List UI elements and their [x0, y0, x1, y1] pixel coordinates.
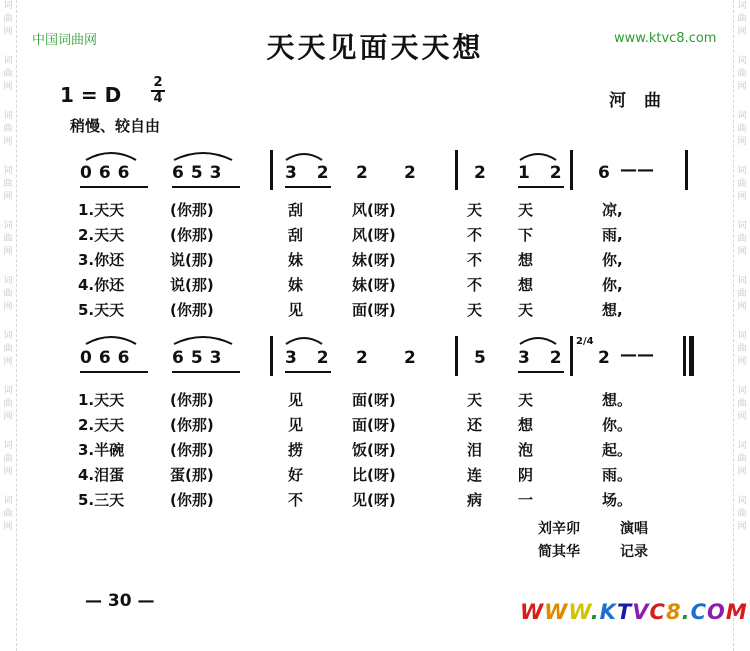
- lyric-verse-start: 3.半碗: [78, 441, 125, 459]
- beam-line: [80, 371, 148, 373]
- side-watermark-char: 网: [737, 522, 747, 532]
- note-group: 066: [80, 163, 137, 183]
- lyric-cell: 天: [518, 391, 534, 409]
- side-watermark-char: 网: [3, 82, 13, 92]
- bar-line: [455, 336, 458, 376]
- watermark-letter: K: [599, 600, 617, 624]
- side-watermark-char: 曲: [737, 399, 747, 409]
- note-group: 1 2: [518, 163, 569, 183]
- lyric-cell: 天: [467, 391, 483, 409]
- slur-marks-1: [78, 144, 688, 164]
- tempo-marking: 稍慢、较自由: [70, 117, 161, 135]
- side-watermark-char: 词: [737, 276, 747, 286]
- side-watermark-char: 曲: [3, 509, 13, 519]
- sustain-dash: ——: [620, 345, 654, 365]
- lyric-cell: 刮: [288, 226, 304, 244]
- lyric-cell: 天: [518, 301, 534, 319]
- site-url-right[interactable]: www.ktvc8.com: [614, 31, 717, 46]
- beam-line: [172, 186, 240, 188]
- note-group: 5: [474, 348, 493, 368]
- bar-line: [270, 150, 273, 190]
- lyric-cell: 面(呀): [352, 301, 396, 319]
- page-number: — 30 —: [85, 591, 155, 611]
- lyric-cell: 连: [467, 466, 483, 484]
- lyric-cell: (你那): [170, 416, 214, 434]
- watermark-letter: C: [649, 600, 666, 624]
- lyric-cell: 天: [467, 201, 483, 219]
- lyric-cell: 好: [288, 466, 304, 484]
- side-watermark-group: [734, 330, 750, 369]
- lyric-cell: 捞: [288, 441, 304, 459]
- side-watermark-char: 曲: [737, 69, 747, 79]
- side-watermark-group: [734, 385, 750, 424]
- side-watermark-char: 曲: [737, 509, 747, 519]
- side-watermark-char: 词: [3, 1, 13, 11]
- lyric-cell: 泡: [518, 441, 534, 459]
- bar-line: [685, 150, 688, 190]
- lyric-cell: 不: [288, 491, 304, 509]
- side-watermark-group: [0, 385, 16, 424]
- note-group: 2: [356, 348, 375, 368]
- time-signature-bottom: 4: [153, 91, 163, 106]
- watermark-letter: O: [707, 600, 726, 624]
- time-signature: [151, 76, 165, 106]
- lyric-cell: 病: [467, 491, 483, 509]
- lyric-cell: 见: [288, 301, 304, 319]
- lyric-verse-start: 2.天天: [78, 226, 125, 244]
- lyric-verse-start: 4.泪蛋: [78, 466, 125, 484]
- side-watermark-char: 曲: [737, 454, 747, 464]
- lyric-cell: 一: [518, 491, 534, 509]
- lyric-verse-start: 4.你还: [78, 276, 125, 294]
- note-group: 2: [598, 348, 617, 368]
- lyric-cell: 妹: [288, 276, 304, 294]
- lyric-cell: 你,: [602, 251, 623, 269]
- side-watermark-group: [0, 165, 16, 204]
- side-watermark-char: 词: [3, 166, 13, 176]
- recorder-role: 记录: [620, 544, 648, 560]
- watermark-letter: C: [690, 600, 707, 624]
- lyric-verse-start: 1.天天: [78, 391, 125, 409]
- side-watermark-group: [734, 275, 750, 314]
- beam-line: [518, 186, 564, 188]
- beam-line: [80, 186, 148, 188]
- lyric-cell: 阴: [518, 466, 534, 484]
- side-watermark-group: [0, 440, 16, 479]
- lyric-cell: 想: [518, 276, 534, 294]
- lyric-cell: 不: [467, 251, 483, 269]
- note-group: 2: [474, 163, 493, 183]
- side-watermark-char: 曲: [3, 69, 13, 79]
- side-watermark-char: 词: [737, 386, 747, 396]
- lyric-cell: 刮: [288, 201, 304, 219]
- side-watermark-char: 曲: [3, 344, 13, 354]
- recorder-name: 简其华: [538, 544, 580, 560]
- bar-line: [570, 150, 573, 190]
- lyric-cell: 妹: [288, 251, 304, 269]
- beam-line: [518, 371, 564, 373]
- side-watermark-char: 网: [3, 357, 13, 367]
- lyric-cell: (你那): [170, 201, 214, 219]
- bar-line: [270, 336, 273, 376]
- lyric-cell: 雨。: [602, 466, 633, 484]
- lyric-cell: (你那): [170, 391, 214, 409]
- side-watermark-char: 曲: [3, 234, 13, 244]
- side-watermark-char: 网: [737, 247, 747, 257]
- lyric-cell: 说(那): [170, 276, 214, 294]
- lyric-cell: (你那): [170, 491, 214, 509]
- bar-line: [683, 336, 686, 376]
- note-group: 653: [172, 348, 229, 368]
- watermark-letter: W: [520, 600, 545, 624]
- slur-marks-2: [78, 328, 688, 348]
- watermark-letter: W: [568, 600, 591, 624]
- lyric-cell: 妹(呀): [352, 251, 396, 269]
- side-watermark-char: 网: [737, 302, 747, 312]
- lyric-cell: 天: [467, 301, 483, 319]
- side-watermark-char: 网: [737, 82, 747, 92]
- side-watermark-char: 网: [3, 192, 13, 202]
- site-watermark-logo: [520, 600, 748, 624]
- side-watermark-right: [733, 0, 750, 651]
- lyric-cell: 面(呀): [352, 391, 396, 409]
- side-watermark-char: 曲: [737, 179, 747, 189]
- lyric-cell: 饭(呀): [352, 441, 396, 459]
- lyric-cell: 凉,: [602, 201, 623, 219]
- note-group: 3 2: [285, 163, 336, 183]
- lyric-cell: 天: [518, 201, 534, 219]
- side-watermark-char: 网: [3, 467, 13, 477]
- side-watermark-char: 词: [737, 331, 747, 341]
- note-group: 2: [404, 163, 423, 183]
- side-watermark-group: [0, 275, 16, 314]
- side-watermark-char: 曲: [3, 399, 13, 409]
- side-watermark-char: 网: [737, 357, 747, 367]
- composer-origin: 河曲: [609, 91, 679, 111]
- lyric-cell: 见: [288, 391, 304, 409]
- singer-role: 演唱: [620, 521, 648, 537]
- side-watermark-char: 曲: [737, 124, 747, 134]
- side-watermark-char: 曲: [737, 344, 747, 354]
- lyric-cell: (你那): [170, 226, 214, 244]
- side-watermark-char: 网: [3, 247, 13, 257]
- lyric-cell: 不: [467, 226, 483, 244]
- side-watermark-group: [734, 495, 750, 534]
- lyric-cell: 面(呀): [352, 416, 396, 434]
- lyric-cell: 场。: [602, 491, 633, 509]
- side-watermark-char: 词: [737, 56, 747, 66]
- lyric-cell: 想。: [602, 391, 633, 409]
- note-group: 3 2: [285, 348, 336, 368]
- side-watermark-char: 网: [3, 412, 13, 422]
- lyric-cell: 风(呀): [352, 226, 396, 244]
- bar-line: [455, 150, 458, 190]
- lyric-cell: 想,: [602, 301, 623, 319]
- side-watermark-char: 网: [3, 302, 13, 312]
- time-signature-top: 2: [151, 76, 165, 92]
- side-watermark-char: 词: [3, 386, 13, 396]
- lyric-cell: 泪: [467, 441, 483, 459]
- site-name-left[interactable]: 中国词曲网: [32, 33, 98, 48]
- side-watermark-char: 曲: [737, 14, 747, 24]
- side-watermark-char: 曲: [3, 14, 13, 24]
- key-signature: 1 = D: [60, 83, 122, 107]
- side-watermark-char: 网: [3, 522, 13, 532]
- lyric-cell: 说(那): [170, 251, 214, 269]
- side-watermark-char: 网: [3, 27, 13, 37]
- lyric-cell: 见: [288, 416, 304, 434]
- watermark-letter: .: [681, 600, 691, 624]
- side-watermark-group: [734, 165, 750, 204]
- side-watermark-char: 曲: [3, 454, 13, 464]
- side-watermark-left: [0, 0, 17, 651]
- watermark-letter: V: [632, 600, 650, 624]
- side-watermark-group: [0, 220, 16, 259]
- watermark-letter: .: [590, 600, 600, 624]
- side-watermark-group: [0, 330, 16, 369]
- side-watermark-group: [0, 110, 16, 149]
- lyric-verse-start: 3.你还: [78, 251, 125, 269]
- lyric-cell: 想: [518, 416, 534, 434]
- lyric-cell: 见(呀): [352, 491, 396, 509]
- lyric-cell: 风(呀): [352, 201, 396, 219]
- lyric-cell: 蛋(那): [170, 466, 214, 484]
- side-watermark-char: 词: [737, 111, 747, 121]
- lyric-cell: 比(呀): [352, 466, 396, 484]
- lyric-cell: 你。: [602, 416, 633, 434]
- side-watermark-char: 词: [3, 221, 13, 231]
- side-watermark-char: 曲: [3, 124, 13, 134]
- side-watermark-char: 词: [3, 276, 13, 286]
- bar-line: [570, 336, 573, 376]
- side-watermark-char: 词: [737, 1, 747, 11]
- watermark-letter: T: [616, 600, 633, 624]
- side-watermark-group: [734, 110, 750, 149]
- beam-line: [172, 371, 240, 373]
- side-watermark-char: 词: [3, 56, 13, 66]
- note-group: 6: [598, 163, 617, 183]
- lyric-verse-start: 5.三天: [78, 491, 125, 509]
- side-watermark-char: 词: [3, 111, 13, 121]
- watermark-letter: W: [544, 600, 569, 624]
- side-watermark-char: 词: [737, 496, 747, 506]
- side-watermark-char: 网: [3, 137, 13, 147]
- side-watermark-char: 网: [737, 137, 747, 147]
- singer-name: 刘辛卯: [538, 521, 580, 537]
- lyric-cell: (你那): [170, 441, 214, 459]
- lyric-verse-start: 5.天天: [78, 301, 125, 319]
- side-watermark-char: 曲: [3, 289, 13, 299]
- note-group: 653: [172, 163, 229, 183]
- lyric-cell: 下: [518, 226, 534, 244]
- side-watermark-char: 词: [737, 221, 747, 231]
- side-watermark-char: 网: [737, 27, 747, 37]
- side-watermark-char: 网: [737, 467, 747, 477]
- side-watermark-group: [734, 220, 750, 259]
- side-watermark-char: 网: [737, 192, 747, 202]
- side-watermark-char: 曲: [3, 179, 13, 189]
- side-watermark-char: 曲: [737, 234, 747, 244]
- beam-line: [285, 371, 331, 373]
- side-watermark-char: 词: [737, 441, 747, 451]
- song-title: 天天见面天天想: [266, 31, 484, 64]
- side-watermark-char: 词: [3, 496, 13, 506]
- lyric-verse-start: 1.天天: [78, 201, 125, 219]
- lyric-cell: 起。: [602, 441, 633, 459]
- watermark-letter: M: [725, 600, 748, 624]
- lyric-cell: 你,: [602, 276, 623, 294]
- meter-change: 2/4: [576, 336, 594, 347]
- lyric-cell: 妹(呀): [352, 276, 396, 294]
- side-watermark-char: 词: [3, 441, 13, 451]
- lyric-cell: 雨,: [602, 226, 623, 244]
- side-watermark-char: 曲: [737, 289, 747, 299]
- lyric-cell: 还: [467, 416, 483, 434]
- watermark-letter: 8: [665, 600, 682, 624]
- final-bar-line: [689, 336, 694, 376]
- side-watermark-char: 词: [737, 166, 747, 176]
- lyric-cell: 想: [518, 251, 534, 269]
- side-watermark-char: 网: [737, 412, 747, 422]
- note-group: 066: [80, 348, 137, 368]
- lyric-cell: (你那): [170, 301, 214, 319]
- side-watermark-group: [734, 440, 750, 479]
- side-watermark-group: [0, 495, 16, 534]
- side-watermark-char: 词: [3, 331, 13, 341]
- lyric-cell: 不: [467, 276, 483, 294]
- note-group: 2: [356, 163, 375, 183]
- note-group: 2: [404, 348, 423, 368]
- lyric-verse-start: 2.天天: [78, 416, 125, 434]
- beam-line: [285, 186, 331, 188]
- sustain-dash: ——: [620, 160, 654, 180]
- note-group: 3 2: [518, 348, 569, 368]
